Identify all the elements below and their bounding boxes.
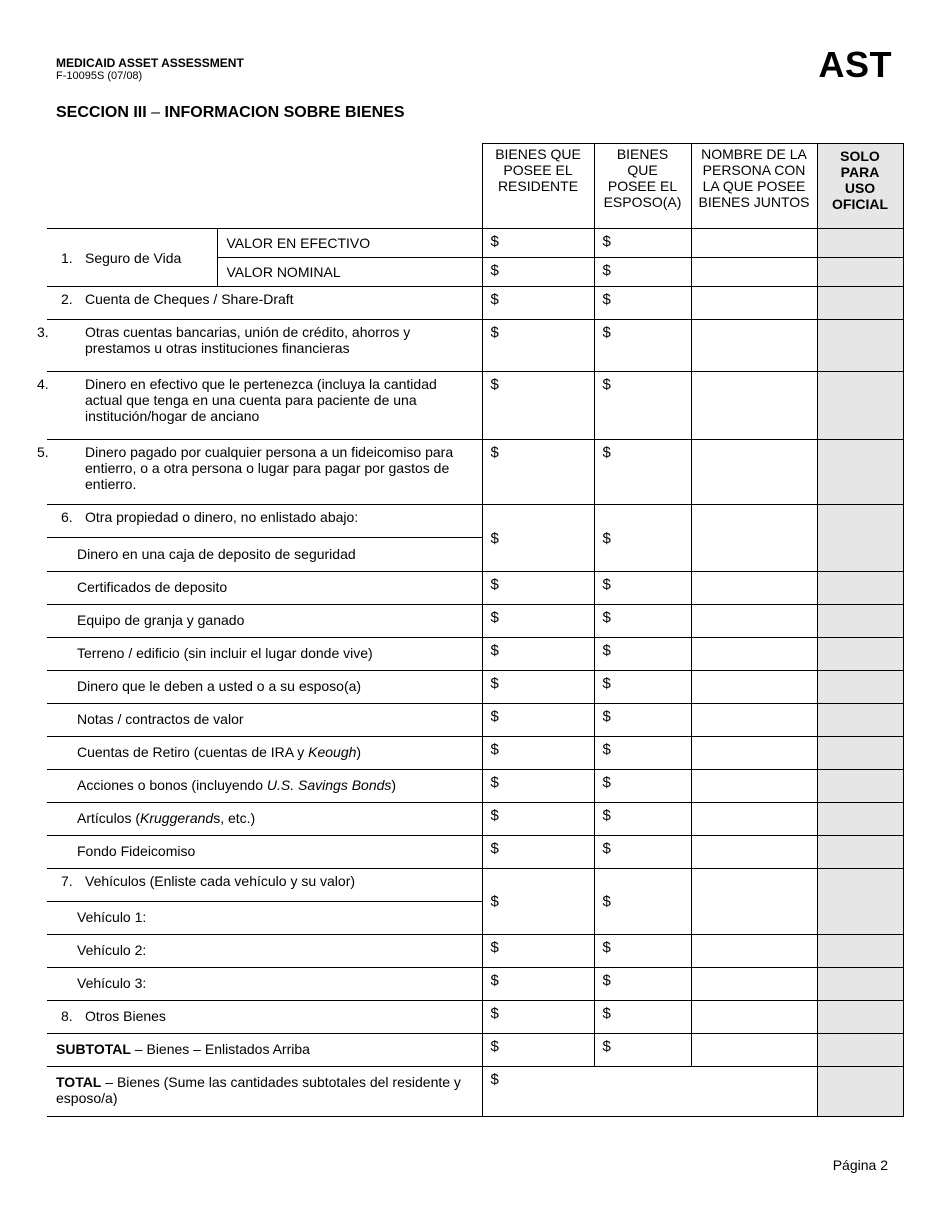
stocks-label-pre: Acciones o bonos (incluyendo [77,777,267,793]
official-face-value-field [817,258,903,287]
official-trust-fund-field [817,836,903,869]
joint-other-accounts-field[interactable] [691,320,817,372]
joint-notes-contracts-field[interactable] [691,704,817,737]
row6-num: 6. [61,509,73,525]
cash-label [37,372,482,440]
certificates-label: Certificados de deposito [47,572,482,605]
official-burial-field [817,440,903,505]
row8-num: 8. [61,1008,73,1024]
form-code: F-10095S (07/08) [56,70,143,82]
land-building-label: Terreno / edificio (sin incluir el lugar donde vive) [47,638,482,671]
retirement-label-pre: Cuentas de Retiro (cuentas de IRA y [77,744,309,760]
total-label [47,1067,482,1117]
joint-cash-field[interactable] [691,372,817,440]
row-articles [47,803,903,836]
resident-land-building-field[interactable]: $ [482,638,594,671]
row-cash [47,372,903,440]
header-blank [47,144,482,229]
row-total [47,1067,903,1117]
joint-articles-field[interactable] [691,803,817,836]
resident-face-value-field[interactable]: $ [482,258,594,287]
form-abbreviation: AST [818,44,892,85]
retirement-label-post: ) [356,744,362,760]
row-certificates [47,572,903,605]
spouse-vehicle3-field[interactable]: $ [594,968,691,1001]
official-subtotal-field [817,1034,903,1067]
spouse-retirement-field[interactable]: $ [594,737,691,770]
spouse-face-value-field[interactable]: $ [594,258,691,287]
spouse-other-accounts-field[interactable]: $ [594,320,691,372]
row2-label: Cuenta de Cheques / Share-Draft [85,291,294,307]
joint-burial-field[interactable] [691,440,817,505]
stocks-bonds-label [47,770,482,803]
joint-farm-equipment-field[interactable] [691,605,817,638]
vehicle1-label: Vehículo 1: [47,902,482,935]
joint-safe-deposit-field[interactable] [691,505,817,572]
retirement-label-em: Keough [308,744,357,760]
resident-vehicle1-field[interactable]: $ [482,869,594,935]
total-rest: – Bienes (Sume las cantidades subtotales del residente y esposo/a) [56,1074,461,1106]
official-notes-contracts-field [817,704,903,737]
stocks-label-post: ) [391,777,397,793]
joint-cash-value-field[interactable] [691,229,817,258]
official-farm-equipment-field [817,605,903,638]
resident-cash-value-field[interactable]: $ [482,229,594,258]
row4-label: Dinero en efectivo que le pertenezca (incluya la cantidad actual que tenga en una cuenta para paciente de una institución/hogar de anciano [85,376,437,424]
joint-vehicle1-field[interactable] [691,869,817,935]
official-money-owed-field [817,671,903,704]
joint-other-assets-field[interactable] [691,1001,817,1034]
subtotal-rest: – Bienes – Enlistados Arriba [130,1041,310,1057]
official-vehicle2-field [817,935,903,968]
cash-value-label: VALOR EN EFECTIVO [217,229,482,258]
burial-label [37,440,482,505]
vehicle3-label: Vehículo 3: [47,968,482,1001]
other-assets-label [47,1001,482,1034]
spouse-stocks-bonds-field[interactable]: $ [594,770,691,803]
section-title-part1: SECCION III [56,104,147,121]
resident-subtotal-field[interactable]: $ [482,1034,594,1067]
spouse-notes-contracts-field[interactable]: $ [594,704,691,737]
spouse-other-assets-field[interactable]: $ [594,1001,691,1034]
row1-num: 1. [61,249,73,266]
resident-retirement-field[interactable]: $ [482,737,594,770]
row-vehicle-3 [47,968,903,1001]
resident-certificates-field[interactable]: $ [482,572,594,605]
joint-face-value-field[interactable] [691,258,817,287]
resident-stocks-bonds-field[interactable]: $ [482,770,594,803]
row6-label: Otra propiedad o dinero, no enlistado abajo: [85,509,359,525]
total-bold: TOTAL [56,1074,102,1090]
row-land-building [47,638,903,671]
row1-label: Seguro de Vida [85,249,182,266]
spouse-land-building-field[interactable]: $ [594,638,691,671]
row-vehicles-heading [47,869,903,902]
spouse-certificates-field[interactable]: $ [594,572,691,605]
trust-fund-label: Fondo Fideicomiso [47,836,482,869]
other-property-label [47,505,482,538]
row-other-accounts [47,320,903,372]
row-trust-fund [47,836,903,869]
joint-land-building-field[interactable] [691,638,817,671]
official-cash-value-field [817,229,903,258]
row-farm-equipment [47,605,903,638]
official-checking-field [817,287,903,320]
spouse-cash-field[interactable]: $ [594,372,691,440]
spouse-farm-equipment-field[interactable]: $ [594,605,691,638]
row-checking [47,287,903,320]
row-other-property-heading [47,505,903,538]
joint-money-owed-field[interactable] [691,671,817,704]
subtotal-label [47,1034,482,1067]
spouse-safe-deposit-field[interactable]: $ [594,505,691,572]
resident-articles-field[interactable]: $ [482,803,594,836]
row-notes-contracts [47,704,903,737]
resident-trust-fund-field[interactable]: $ [482,836,594,869]
row5-num: 5. [37,444,49,460]
joint-stocks-bonds-field[interactable] [691,770,817,803]
face-value-label: VALOR NOMINAL [217,258,482,287]
assets-table [37,143,904,1117]
official-other-accounts-field [817,320,903,372]
joint-subtotal-field[interactable] [691,1034,817,1067]
official-other-assets-field [817,1001,903,1034]
resident-safe-deposit-field[interactable]: $ [482,505,594,572]
articles-label-em: Kruggerand [140,810,214,826]
joint-checking-field[interactable] [691,287,817,320]
checking-label [47,287,482,320]
row-burial [47,440,903,505]
spouse-trust-fund-field[interactable]: $ [594,836,691,869]
resident-cash-field[interactable]: $ [482,372,594,440]
spouse-cash-value-field[interactable]: $ [594,229,691,258]
articles-label [47,803,482,836]
row-vehicle-2 [47,935,903,968]
vehicle2-label: Vehículo 2: [47,935,482,968]
col-resident-header: BIENES QUE POSEE EL RESIDENTE [482,144,594,229]
joint-vehicle3-field[interactable] [691,968,817,1001]
page-number: Página 2 [832,1157,888,1173]
official-stocks-bonds-field [817,770,903,803]
row-subtotal [47,1034,903,1067]
subtotal-bold: SUBTOTAL [56,1041,131,1057]
spouse-vehicle1-field[interactable]: $ [594,869,691,935]
joint-trust-fund-field[interactable] [691,836,817,869]
other-accounts-label [37,320,482,372]
resident-vehicle3-field[interactable]: $ [482,968,594,1001]
safe-deposit-label: Dinero en una caja de deposito de seguridad [47,538,482,572]
resident-burial-field[interactable]: $ [482,440,594,505]
joint-vehicle2-field[interactable] [691,935,817,968]
official-retirement-field [817,737,903,770]
section-title-part2: INFORMACION SOBRE BIENES [164,104,405,121]
articles-label-post: s, etc.) [213,810,256,826]
resident-other-accounts-field[interactable]: $ [482,320,594,372]
official-vehicle3-field [817,968,903,1001]
vehicles-label [47,869,482,902]
resident-farm-equipment-field[interactable]: $ [482,605,594,638]
retirement-label [47,737,482,770]
spouse-articles-field[interactable]: $ [594,803,691,836]
official-articles-field [817,803,903,836]
spouse-vehicle2-field[interactable]: $ [594,935,691,968]
row7-num: 7. [61,873,73,889]
row7-label: Vehículos (Enliste cada vehículo y su valor) [85,873,356,889]
official-land-building-field [817,638,903,671]
row-life-insurance-cash [47,229,903,258]
row-money-owed [47,671,903,704]
col-spouse-header: BIENES QUE POSEE EL ESPOSO(A) [594,144,691,229]
resident-notes-contracts-field[interactable]: $ [482,704,594,737]
farm-equipment-label: Equipo de granja y ganado [47,605,482,638]
col-joint-header: NOMBRE DE LA PERSONA CON LA QUE POSEE BIENES JUNTOS [691,144,817,229]
row8-label: Otros Bienes [85,1008,166,1024]
money-owed-label: Dinero que le deben a usted o a su esposo(a) [47,671,482,704]
official-certificates-field [817,572,903,605]
header-row [47,144,903,229]
row2-num: 2. [61,291,73,307]
spouse-burial-field[interactable]: $ [594,440,691,505]
resident-money-owed-field[interactable]: $ [482,671,594,704]
row-other-assets [47,1001,903,1034]
row3-label: Otras cuentas bancarias, unión de crédito, ahorros y prestamos u otras instituciones financieras [85,324,411,356]
form-title: MEDICAID ASSET ASSESSMENT [56,56,244,70]
row3-num: 3. [37,324,49,340]
resident-checking-field[interactable]: $ [482,287,594,320]
row-stocks-bonds [47,770,903,803]
row-retirement [47,737,903,770]
official-safe-deposit-field [817,505,903,572]
articles-label-pre: Artículos ( [77,810,141,826]
official-cash-field [817,372,903,440]
resident-vehicle2-field[interactable]: $ [482,935,594,968]
row4-num: 4. [37,376,49,392]
section-title [56,104,405,122]
spouse-subtotal-field[interactable]: $ [594,1034,691,1067]
stocks-label-em: U.S. Savings Bonds [266,777,392,793]
row5-label: Dinero pagado por cualquier persona a un fideicomiso para entierro, o a otra persona o lugar para pagar por gastos de entierro. [85,444,454,492]
resident-other-assets-field[interactable]: $ [482,1001,594,1034]
official-vehicle1-field [817,869,903,935]
joint-certificates-field[interactable] [691,572,817,605]
spouse-money-owed-field[interactable]: $ [594,671,691,704]
notes-contracts-label: Notas / contractos de valor [47,704,482,737]
spouse-checking-field[interactable]: $ [594,287,691,320]
life-insurance-label [47,229,217,287]
col-official-header: SOLO PARA USO OFICIAL [817,144,903,229]
total-amount-field[interactable]: $ [482,1067,817,1117]
section-title-dash: – [151,104,161,121]
joint-retirement-field[interactable] [691,737,817,770]
official-total-field [817,1067,903,1117]
